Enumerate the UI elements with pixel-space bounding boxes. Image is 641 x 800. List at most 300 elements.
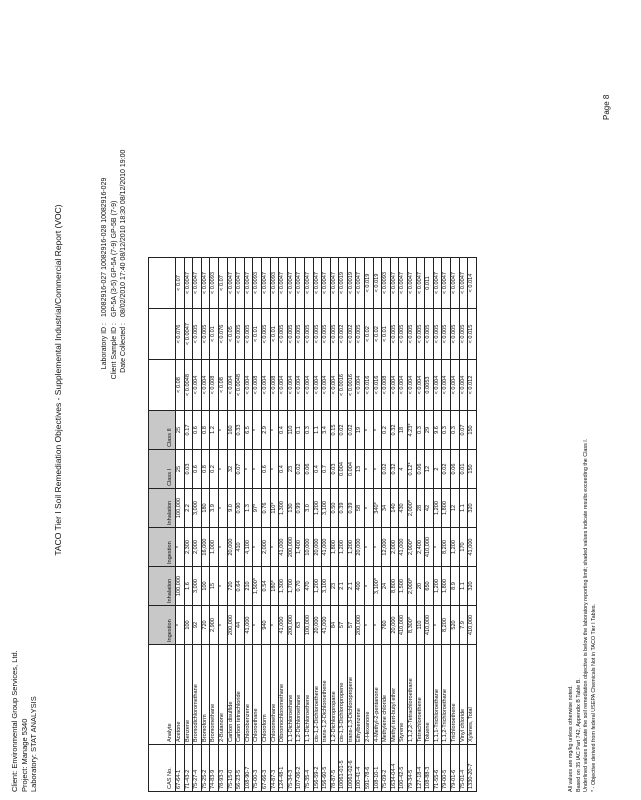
table-row	[304, 258, 313, 792]
result-1-cell: < 0.004	[296, 360, 305, 411]
result-1-cell: < 0.0048	[184, 360, 193, 411]
inhalation-2-cell: 2,000*	[408, 489, 417, 528]
ingestion-1-cell: 520	[451, 606, 460, 645]
cas-cell: 100-41-4	[356, 745, 365, 792]
inhalation-1-cell: 0.64	[236, 567, 245, 606]
class-1-cell: *	[218, 450, 227, 489]
ingestion-1-cell: 92	[193, 606, 202, 645]
class-2-cell: 0.17	[184, 411, 193, 450]
inhalation-2-cell: 3.9	[210, 489, 219, 528]
table-row	[399, 258, 408, 792]
note-units: All values are mg/kg unless otherwise noted.	[568, 685, 574, 792]
result-2-cell: < 0.005	[356, 309, 365, 360]
ingestion-1-cell: *	[365, 606, 374, 645]
result-1-cell: < 0.004	[287, 360, 296, 411]
inhalation-1-cell: 720	[227, 567, 236, 606]
result-1-cell: < 0.012	[468, 360, 477, 411]
ingestion-2-cell: 1,800	[330, 528, 339, 567]
class-1-cell: 0.6	[193, 450, 202, 489]
table-row	[218, 258, 227, 792]
result-3-cell: < 0.0047	[408, 258, 417, 309]
ingestion-1-cell: 200,000	[356, 606, 365, 645]
ingestion-2-cell: *	[176, 528, 185, 567]
inhalation-1-cell: 8,800	[390, 567, 399, 606]
header-class-1: Class I	[149, 450, 176, 489]
result-3-cell: < 0.0093	[253, 258, 262, 309]
result-1-cell: < 0.08	[176, 360, 185, 411]
inhalation-1-cell: 8.9	[451, 567, 460, 606]
class-1-cell: 0.2	[210, 450, 219, 489]
class-1-cell: 0.01	[459, 450, 468, 489]
inhalation-1-cell: 320	[468, 567, 477, 606]
inhalation-1-cell: 100,000	[176, 567, 185, 606]
class-1-cell: 25	[176, 450, 185, 489]
inhalation-1-cell: 400	[356, 567, 365, 606]
cas-cell: 71-43-2	[184, 745, 193, 792]
class-2-cell: 3.4	[322, 411, 331, 450]
table-row	[227, 258, 236, 792]
class-1-cell: 0.02	[296, 450, 305, 489]
report-header	[10, 650, 39, 792]
analyte-cell: trans-1,2-Dichloroethene	[322, 645, 331, 745]
cas-cell: 100-42-5	[399, 745, 408, 792]
analyte-cell: 2-Hexanone	[365, 645, 374, 745]
ingestion-1-cell: 8,300*	[408, 606, 417, 645]
result-2-cell: < 0.002	[347, 309, 356, 360]
cas-cell: 79-01-6	[451, 745, 460, 792]
inhalation-2-cell: 58	[356, 489, 365, 528]
inhalation-1-cell: 1,500	[399, 567, 408, 606]
analyte-cell: Bromomethane	[210, 645, 219, 745]
class-1-cell: 0.03	[330, 450, 339, 489]
cas-cell: 1634-04-4	[390, 745, 399, 792]
table-row	[408, 258, 417, 792]
ingestion-1-cell: 2,900	[210, 606, 219, 645]
cas-cell: 124-48-1	[279, 745, 288, 792]
cas-cell: 156-59-2	[313, 745, 322, 792]
ingestion-1-cell: 410,000	[468, 606, 477, 645]
result-3-cell: < 0.0047	[390, 258, 399, 309]
class-2-cell: 0.6	[193, 411, 202, 450]
ingestion-2-cell: *	[373, 528, 382, 567]
result-1-cell: < 0.004	[408, 360, 417, 411]
ingestion-1-cell: 20,000	[390, 606, 399, 645]
inhalation-1-cell: 1,200	[433, 567, 442, 606]
header-analyte: Analyte	[149, 645, 176, 745]
ingestion-1-cell: *	[176, 606, 185, 645]
result-1-cell: < 0.004	[330, 360, 339, 411]
inhalation-1-cell: 1,700	[287, 567, 296, 606]
result-3-cell: < 0.0047	[193, 258, 202, 309]
inhalation-2-cell: 97*	[253, 489, 262, 528]
class-2-cell: 110	[287, 411, 296, 450]
result-2-cell: < 0.005	[236, 309, 245, 360]
result-2-cell: < 0.01	[210, 309, 219, 360]
analyte-cell: cis-1,3-Dichloropropene	[339, 645, 348, 745]
result-2-cell: < 0.005	[201, 309, 210, 360]
inhalation-1-cell: 100	[201, 567, 210, 606]
inhalation-2-cell: 100,000	[176, 489, 185, 528]
ingestion-2-cell: 2,300	[184, 528, 193, 567]
result-2-cell: < 0.005	[304, 309, 313, 360]
ingestion-2-cell: 1,200	[347, 528, 356, 567]
cas-cell: 75-34-3	[287, 745, 296, 792]
analyte-cell: Toluene	[425, 645, 434, 745]
result-3-cell: < 0.0019	[347, 258, 356, 309]
table-row	[390, 258, 399, 792]
analyte-cell: Chlorobenzene	[244, 645, 253, 745]
class-1-cell: 23	[287, 450, 296, 489]
class-1-cell: 2	[433, 450, 442, 489]
inhalation-1-cell: 180*	[270, 567, 279, 606]
result-1-cell: < 0.08	[218, 360, 227, 411]
analyte-cell: Styrene	[399, 645, 408, 745]
result-3-cell: < 0.0093	[210, 258, 219, 309]
inhalation-2-cell: 0.99	[296, 489, 305, 528]
lab-info-block	[100, 150, 129, 405]
result-1-cell: < 0.004	[459, 360, 468, 411]
result-2-cell: < 0.005	[451, 309, 460, 360]
inhalation-1-cell: 470	[304, 567, 313, 606]
result-2-cell: < 0.005	[279, 309, 288, 360]
ingestion-1-cell: *	[270, 606, 279, 645]
result-3-cell: < 0.07	[176, 258, 185, 309]
class-2-cell: 29	[425, 411, 434, 450]
class-1-cell: 0.06	[451, 450, 460, 489]
cas-cell: 75-01-4	[459, 745, 468, 792]
table-row	[347, 258, 356, 792]
result-3-cell: < 0.0047	[201, 258, 210, 309]
cas-cell: 108-90-7	[244, 745, 253, 792]
header-class-2: Class II	[149, 411, 176, 450]
ingestion-1-cell: 84	[330, 606, 339, 645]
result-3-cell: < 0.0093	[382, 258, 391, 309]
result-1-cell: < 0.004	[304, 360, 313, 411]
result-2-cell: < 0.005	[416, 309, 425, 360]
result-1-cell: < 0.004	[356, 360, 365, 411]
date-values: 08/02/2010 17:40 08/12/2010 18:30 08/12/2010 19:00	[120, 149, 127, 317]
result-3-cell: < 0.0047	[296, 258, 305, 309]
result-3-cell: < 0.0047	[227, 258, 236, 309]
note-shading: Underlined values indicate the soil remediation objective is below the laboratory reporting limit; shaded values indicate results exceeding the Class I.	[583, 438, 590, 792]
result-3-cell: < 0.0047	[416, 258, 425, 309]
header-ingestion-2: Ingestion	[149, 528, 176, 567]
class-2-cell: 18	[399, 411, 408, 450]
result-2-cell: < 0.015	[468, 309, 477, 360]
client-line: Client: Environmental Group Services, Ltd.	[10, 650, 19, 792]
inhalation-2-cell: 0.90	[236, 489, 245, 528]
cas-cell: 78-87-5	[330, 745, 339, 792]
class-1-cell: 0.06	[304, 450, 313, 489]
ingestion-1-cell: 7.9	[459, 606, 468, 645]
result-3-cell: < 0.0047	[442, 258, 451, 309]
class-1-cell: *	[373, 450, 382, 489]
table-row	[287, 258, 296, 792]
ingestion-1-cell: 110	[416, 606, 425, 645]
analyte-cell: 1,1,2,2-Tetrachloroethane	[408, 645, 417, 745]
inhalation-1-cell: 20	[416, 567, 425, 606]
sample-id-label: Client Sample ID :	[110, 323, 118, 380]
class-1-cell: 32	[227, 450, 236, 489]
table-row	[210, 258, 219, 792]
inhalation-2-cell: *	[365, 489, 374, 528]
result-3-cell: < 0.0047	[330, 258, 339, 309]
inhalation-1-cell: 0.70	[296, 567, 305, 606]
table-row	[322, 258, 331, 792]
result-1-cell: < 0.004	[322, 360, 331, 411]
inhalation-2-cell: 3,100	[322, 489, 331, 528]
cas-cell: 67-66-3	[261, 745, 270, 792]
inhalation-2-cell: 9.0	[227, 489, 236, 528]
table-row	[459, 258, 468, 792]
ingestion-2-cell: *	[433, 528, 442, 567]
inhalation-2-cell: 12	[451, 489, 460, 528]
analyte-cell: Tetrachloroethene	[416, 645, 425, 745]
class-2-cell: 0.02	[339, 411, 348, 450]
inhalation-1-cell: 0.54	[261, 567, 270, 606]
analyte-cell: Trichloroethene	[451, 645, 460, 745]
analyte-cell: Chloromethane	[270, 645, 279, 745]
inhalation-1-cell: 15	[210, 567, 219, 606]
result-2-cell: < 0.002	[339, 309, 348, 360]
result-3-cell: < 0.019	[365, 258, 374, 309]
ingestion-2-cell: *	[218, 528, 227, 567]
class-2-cell: 0.3	[451, 411, 460, 450]
class-2-cell: 0.2	[382, 411, 391, 450]
analyte-cell: Benzene	[184, 645, 193, 745]
result-2-cell: < 0.076	[176, 309, 185, 360]
analyte-cell: cis-1,2-Dichloroethene	[313, 645, 322, 745]
class-1-cell: *	[365, 450, 374, 489]
ingestion-1-cell: 720	[201, 606, 210, 645]
cas-cell: 74-87-3	[270, 745, 279, 792]
cas-cell: 591-78-6	[365, 745, 374, 792]
ingestion-2-cell: 12,000	[382, 528, 391, 567]
header-inhalation-1: Inhalation	[149, 567, 176, 606]
inhalation-1-cell: 2.1	[339, 567, 348, 606]
cas-cell: 1330-20-7	[468, 745, 477, 792]
ingestion-2-cell: 1,200	[451, 528, 460, 567]
ingestion-2-cell: 8,200	[442, 528, 451, 567]
analyte-cell: 1,1-Dichloroethane	[287, 645, 296, 745]
inhalation-2-cell: 340*	[373, 489, 382, 528]
analyte-cell: Acetone	[176, 645, 185, 745]
table-header-row	[149, 258, 176, 792]
inhalation-2-cell: 1,800	[442, 489, 451, 528]
result-1-cell: < 0.004	[433, 360, 442, 411]
class-1-cell: 0.02	[442, 450, 451, 489]
result-1-cell: < 0.004	[451, 360, 460, 411]
result-2-cell: < 0.005	[296, 309, 305, 360]
result-2-cell: < 0.005	[322, 309, 331, 360]
ingestion-2-cell: 4,100	[244, 528, 253, 567]
note-basis: Based on 35 IAC Part 742, Appendix B Table B.	[575, 678, 582, 792]
class-1-cell: 0.004	[339, 450, 348, 489]
inhalation-2-cell: 3,000	[193, 489, 202, 528]
ingestion-2-cell: 16,000	[201, 528, 210, 567]
inhalation-1-cell: 1,500*	[253, 567, 262, 606]
ingestion-2-cell: 20,000	[227, 528, 236, 567]
analyte-cell: Vinyl chloride	[459, 645, 468, 745]
result-3-cell: < 0.0047	[184, 258, 193, 309]
class-1-cell: 0.4	[279, 450, 288, 489]
class-2-cell: 0.1	[296, 411, 305, 450]
cas-cell: 108-88-3	[425, 745, 434, 792]
inhalation-2-cell: 42	[425, 489, 434, 528]
inhalation-2-cell: 34	[382, 489, 391, 528]
inhalation-1-cell: 1.6	[184, 567, 193, 606]
analyte-cell: Carbon tetrachloride	[236, 645, 245, 745]
result-2-cell: < 0.02	[365, 309, 374, 360]
result-2-cell: < 0.0047	[184, 309, 193, 360]
class-1-cell: 0.8	[201, 450, 210, 489]
result-2-cell: < 0.005	[399, 309, 408, 360]
result-1-cell: < 0.016	[373, 360, 382, 411]
inhalation-1-cell: 3,000	[193, 567, 202, 606]
result-2-cell: < 0.005	[433, 309, 442, 360]
cas-cell: 108-10-1	[373, 745, 382, 792]
ingestion-2-cell: 20,000	[356, 528, 365, 567]
report-title: TACO Tier I Soil Remediation Objectives - Supplemental Industrial/Commercial Report (VOC)	[53, 204, 63, 556]
result-2-cell: < 0.005	[330, 309, 339, 360]
table-row	[356, 258, 365, 792]
result-1-cell: < 0.004	[442, 360, 451, 411]
inhalation-2-cell: 0.39	[339, 489, 348, 528]
inhalation-2-cell: 1.3	[244, 489, 253, 528]
class-1-cell: 12	[425, 450, 434, 489]
ingestion-2-cell: 1,200	[339, 528, 348, 567]
header-result-2	[149, 309, 176, 360]
inhalation-2-cell: 3.0	[304, 489, 313, 528]
result-1-cell: < 0.0048	[236, 360, 245, 411]
analyte-cell: Xylenes, Total	[468, 645, 477, 745]
cas-cell: 75-35-4	[304, 745, 313, 792]
class-2-cell: 0.3	[304, 411, 313, 450]
inhalation-2-cell: 1.1	[459, 489, 468, 528]
class-1-cell: *	[244, 450, 253, 489]
class-1-cell: 0.32	[390, 450, 399, 489]
header-ingestion-1: Ingestion	[149, 606, 176, 645]
table-row	[330, 258, 339, 792]
ingestion-1-cell: 410,000	[425, 606, 434, 645]
inhalation-2-cell: 2.2	[184, 489, 193, 528]
ingestion-1-cell: 8,200	[442, 606, 451, 645]
result-3-cell: < 0.0047	[279, 258, 288, 309]
ingestion-1-cell: 63	[296, 606, 305, 645]
result-2-cell: < 0.005	[313, 309, 322, 360]
analyte-cell: 1,2-Dichloropropane	[330, 645, 339, 745]
class-2-cell: 2.9	[261, 411, 270, 450]
table-row	[201, 258, 210, 792]
results-table	[148, 257, 477, 792]
result-2-cell: < 0.01	[382, 309, 391, 360]
cas-cell: 74-83-9	[210, 745, 219, 792]
class-1-cell: 0.02	[382, 450, 391, 489]
class-1-cell: 0.004	[347, 450, 356, 489]
table-row	[451, 258, 460, 792]
result-1-cell: < 0.004	[193, 360, 202, 411]
lab-id-values: 10082916-027 10082916-028 10082916-029	[101, 177, 108, 317]
inhalation-2-cell: 180	[201, 489, 210, 528]
result-3-cell: < 0.0047	[304, 258, 313, 309]
class-2-cell: 160	[227, 411, 236, 450]
class-2-cell: *	[218, 411, 227, 450]
result-2-cell: < 0.005	[425, 309, 434, 360]
ingestion-1-cell: 940	[261, 606, 270, 645]
result-2-cell: < 0.005	[261, 309, 270, 360]
class-2-cell: 0.02	[347, 411, 356, 450]
ingestion-1-cell: 57	[339, 606, 348, 645]
ingestion-1-cell: 100	[184, 606, 193, 645]
cas-cell: 79-34-5	[408, 745, 417, 792]
result-3-cell: < 0.0047	[356, 258, 365, 309]
table-row	[313, 258, 322, 792]
class-1-cell: 150	[468, 450, 477, 489]
inhalation-2-cell: 0.76	[261, 489, 270, 528]
result-1-cell: < 0.004	[227, 360, 236, 411]
class-2-cell: 0.07	[459, 411, 468, 450]
result-1-cell: 0.0053	[425, 360, 434, 411]
cas-cell: 107-06-2	[296, 745, 305, 792]
inhalation-1-cell: *	[218, 567, 227, 606]
result-1-cell: < 0.004	[201, 360, 210, 411]
analyte-cell: Chloroethane	[253, 645, 262, 745]
inhalation-2-cell: *	[218, 489, 227, 528]
inhalation-1-cell: 1,800	[442, 567, 451, 606]
analyte-cell: Bromodichloromethane	[193, 645, 202, 745]
result-2-cell: < 0.005	[408, 309, 417, 360]
table-row	[433, 258, 442, 792]
table-row	[261, 258, 270, 792]
cas-cell: 75-09-2	[382, 745, 391, 792]
ingestion-2-cell: 2,000	[261, 528, 270, 567]
ingestion-2-cell: 170	[459, 528, 468, 567]
ingestion-1-cell: *	[253, 606, 262, 645]
inhalation-1-cell: 1,200	[313, 567, 322, 606]
result-1-cell: < 0.004	[279, 360, 288, 411]
class-2-cell: *	[365, 411, 374, 450]
inhalation-2-cell: 430	[399, 489, 408, 528]
analyte-cell: Ethylbenzene	[356, 645, 365, 745]
analyte-cell: Dibromochloromethane	[279, 645, 288, 745]
class-1-cell: 0.12*	[408, 450, 417, 489]
class-2-cell: 1.2	[210, 411, 219, 450]
inhalation-2-cell: 28	[416, 489, 425, 528]
inhalation-1-cell: 24	[382, 567, 391, 606]
table-row	[270, 258, 279, 792]
result-1-cell: < 0.004	[399, 360, 408, 411]
table-body	[176, 258, 477, 792]
class-1-cell: 0.07	[236, 450, 245, 489]
cas-cell: 75-00-3	[253, 745, 262, 792]
result-1-cell: < 0.008	[382, 360, 391, 411]
class-2-cell: 0.8	[201, 411, 210, 450]
page-number: Page 8	[602, 94, 611, 120]
result-1-cell: < 0.016	[365, 360, 374, 411]
ingestion-2-cell: 1,400	[296, 528, 305, 567]
result-3-cell: 0.011	[425, 258, 434, 309]
inhalation-1-cell: 1,300	[279, 567, 288, 606]
cas-cell: 75-27-4	[193, 745, 202, 792]
ingestion-2-cell: 10,000	[304, 528, 313, 567]
header-cas: CAS No.	[149, 745, 176, 792]
table-row	[244, 258, 253, 792]
ingestion-2-cell: 20,000	[313, 528, 322, 567]
result-1-cell: < 0.004	[313, 360, 322, 411]
footnotes	[568, 439, 598, 792]
class-1-cell: 0.03	[184, 450, 193, 489]
table-row	[193, 258, 202, 792]
